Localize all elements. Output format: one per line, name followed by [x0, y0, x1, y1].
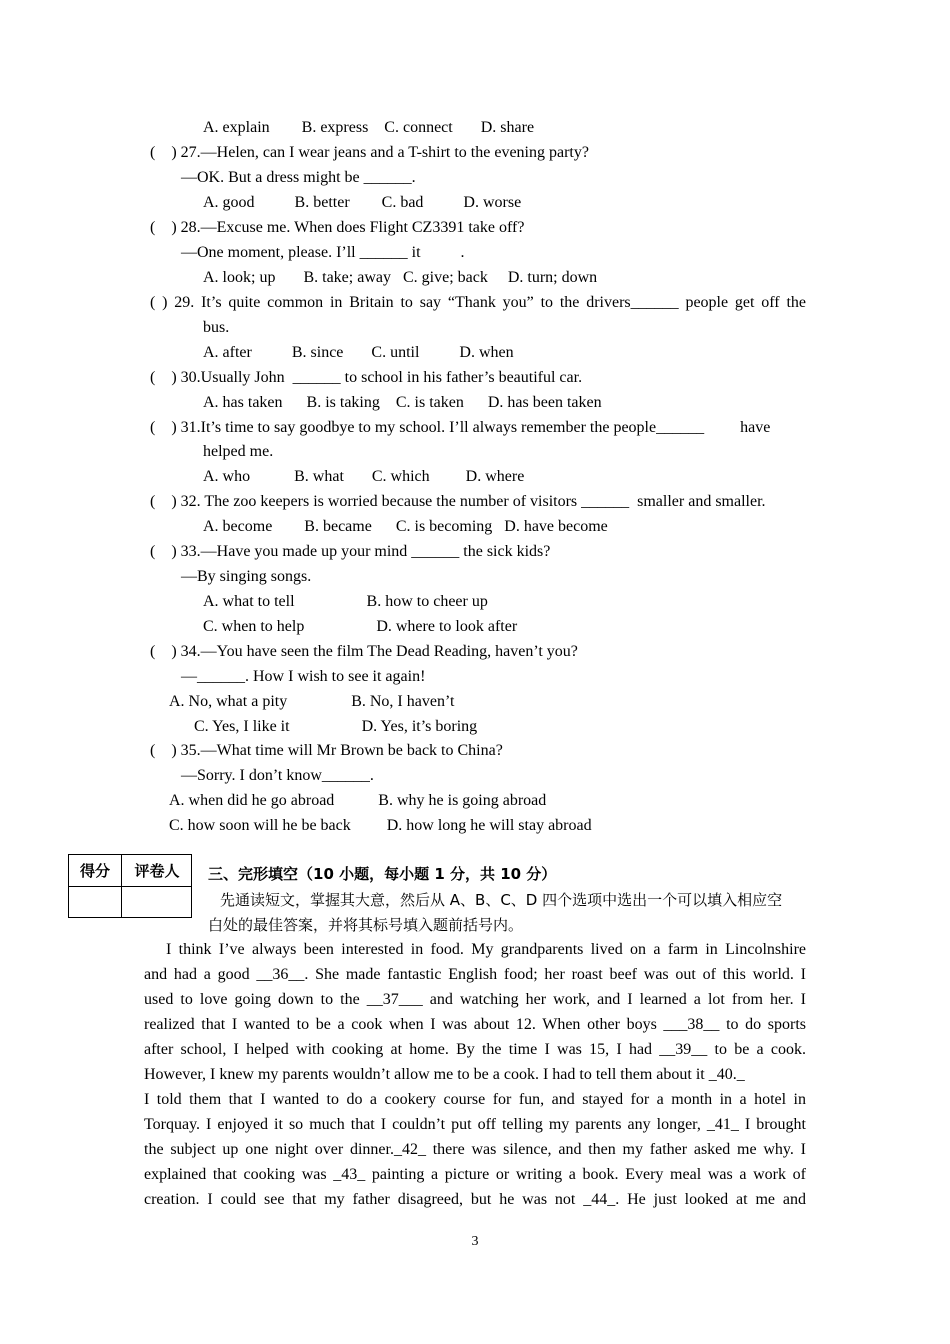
score-label: 得分: [79, 862, 110, 880]
q31-question: ( ) 31.It’s time to say goodbye to my school. I’ll always remember the people______ have: [150, 419, 771, 436]
q31-question-cont: helped me.: [203, 443, 274, 460]
passage-line: Torquay. I enjoyed it so much that I couldn’t put off telling my parents any longer, _41_ I brought: [144, 1116, 806, 1133]
q26-options: A. explain B. express C. connect D. share: [203, 119, 535, 136]
q32-options: A. become B. became C. is becoming D. have become: [203, 518, 608, 535]
passage-line: However, I knew my parents wouldn’t allow me to be a cook. I had to tell them about it _40._: [144, 1066, 745, 1083]
passage-line: after school, I helped with cooking at home. By the time I was 15, I had __39__ to be a cook.: [144, 1041, 806, 1058]
q33-response: —By singing songs.: [181, 568, 312, 585]
q30-options: A. has taken B. is taking C. is taken D. has been taken: [203, 394, 602, 411]
q34-options-row1: A. No, what a pity B. No, I haven’t: [169, 693, 455, 710]
q28-options: A. look; up B. take; away C. give; back D. turn; down: [203, 269, 598, 286]
q27-question: ( ) 27.—Helen, can I wear jeans and a T-shirt to the evening party?: [150, 144, 589, 161]
passage-line: and had a good __36__. She made fantastic English food; her roast beef was out of this world. I: [144, 966, 806, 983]
passage-line: used to love going down to the __37___ and watching her work, and I learned a lot from her. I: [144, 991, 806, 1008]
q34-options-row2: C. Yes, I like it D. Yes, it’s boring: [194, 718, 478, 735]
passage-line: I told them that I wanted to do a cookery course for fun, and stayed for a month in a hotel in: [144, 1091, 806, 1108]
passage-line: I think I’ve always been interested in food. My grandparents lived on a farm in Lincolnshire: [166, 941, 806, 958]
q33-question: ( ) 33.—Have you made up your mind ______ the sick kids?: [150, 543, 551, 560]
q33-options-row2: C. when to help D. where to look after: [203, 618, 518, 635]
q34-question: ( ) 34.—You have seen the film The Dead Reading, haven’t you?: [150, 643, 578, 660]
q35-options-row2: C. how soon will he be back D. how long he will stay abroad: [169, 817, 592, 834]
q32-question: ( ) 32. The zoo keepers is worried because the number of visitors ______ smaller and smaller.: [150, 493, 766, 510]
grader-label: 评卷人: [134, 862, 180, 880]
section-instructions-1: 先通读短文，掌握其大意，然后从 A、B、C、D 四个选项中选出一个可以填入相应空: [220, 891, 783, 909]
passage-line: the subject up one night over dinner._42_ there was silence, and then my father asked me why. I: [144, 1141, 806, 1158]
q34-response: —______. How I wish to see it again!: [181, 668, 426, 685]
q27-response: —OK. But a dress might be ______.: [181, 169, 416, 186]
q29-question-cont: bus.: [203, 319, 230, 336]
q35-question: ( ) 35.—What time will Mr Brown be back to China?: [150, 742, 503, 759]
q29-options: A. after B. since C. until D. when: [203, 344, 514, 361]
q33-options-row1: A. what to tell B. how to cheer up: [203, 593, 488, 610]
passage-line: realized that I wanted to be a cook when I was about 12. When other boys ___38__ to do sports: [144, 1016, 806, 1033]
q29-question: ( ) 29. It’s quite common in Britain to say “Thank you” to the drivers______ people get off the: [150, 294, 806, 311]
q27-options: A. good B. better C. bad D. worse: [203, 194, 522, 211]
q35-options-row1: A. when did he go abroad B. why he is going abroad: [169, 792, 547, 809]
section-title: 三、完形填空（10 小题，每小题 1 分，共 10 分）: [208, 865, 557, 883]
q31-options: A. who B. what C. which D. where: [203, 468, 525, 485]
score-table: [68, 854, 192, 918]
q30-question: ( ) 30.Usually John ______ to school in his father’s beautiful car.: [150, 369, 583, 386]
q35-response: —Sorry. I don’t know______.: [181, 767, 374, 784]
grader-cell[interactable]: [122, 887, 192, 918]
q28-response: —One moment, please. I’ll ______ it .: [181, 244, 465, 261]
section-instructions-2: 白处的最佳答案，并将其标号填入题前括号内。: [208, 916, 524, 934]
page-number: 3: [471, 1234, 479, 1249]
passage-line: creation. I could see that my father disagreed, but he was not _44_. He just looked at me and: [144, 1191, 806, 1208]
q28-question: ( ) 28.—Excuse me. When does Flight CZ3391 take off?: [150, 219, 525, 236]
score-cell[interactable]: [69, 887, 121, 918]
passage-line: explained that cooking was _43_ painting a picture or writing a book. Every meal was a work of: [144, 1166, 806, 1183]
